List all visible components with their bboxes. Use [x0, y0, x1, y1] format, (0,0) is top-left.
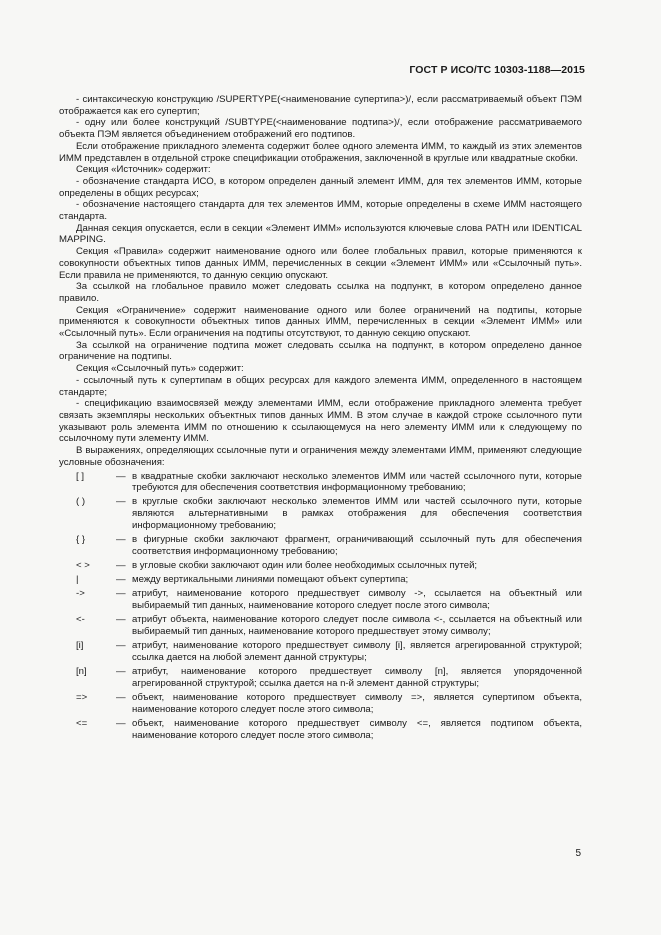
notation-dash: —: [116, 588, 126, 600]
paragraph: - ссылочный путь к супертипам в общих ресурсах для каждого элемента ИММ, определенного в настоящем стандарте;: [59, 374, 582, 398]
notation-text: атрибут, наименование которого предшествует символу ->, ссылается на объектный или выбираемый тип данных, наименование которого следует после этого символа;: [132, 588, 582, 612]
notation-text: атрибут, наименование которого предшествует символу [i], является агрегированной структурой; ссылка дается на любой элемент данной структуры;: [132, 640, 582, 663]
notation-item: [59, 718, 582, 741]
notation-dash: —: [116, 666, 126, 678]
document-header: ГОСТ Р ИСО/ТС 10303-1188—2015: [409, 64, 585, 76]
notation-text: в фигурные скобки заключают фрагмент, ограничивающий ссылочный путь для обеспечения соответствия информационному требованию;: [132, 534, 582, 557]
notation-dash: —: [116, 640, 126, 652]
notation-dash: —: [116, 717, 126, 729]
paragraph: В выражениях, определяющих ссылочные пути и ограничения между элементами ИММ, применяют следующие условные обозначения:: [59, 445, 582, 468]
notation-text: между вертикальными линиями помещают объект супертипа;: [132, 574, 409, 586]
notation-dash: —: [116, 559, 126, 571]
notation-list: [59, 471, 582, 742]
document-body: [59, 94, 582, 744]
notation-item: [59, 560, 582, 572]
paragraph: Данная секция опускается, если в секции «Элемент ИММ» используются ключевые слова PATH или IDENTICAL MAPPING.: [59, 222, 582, 246]
notation-item: [59, 588, 582, 611]
notation-dash: —: [116, 496, 126, 508]
notation-symbol: [n]: [76, 666, 87, 678]
paragraph: - обозначение настоящего стандарта для тех элементов ИММ, которые определены в схеме ИММ настоящего стандарта.: [59, 199, 582, 223]
notation-text: объект, наименование которого предшествует символу <=, является подтипом объекта, наименование которого следует после этого символа;: [132, 717, 582, 741]
notation-dash: —: [116, 691, 126, 703]
notation-text: объект, наименование которого предшествует символу =>, является супертипом объекта, наименование которого следует после этого символа;: [132, 691, 582, 715]
paragraph: Если отображение прикладного элемента содержит более одного элемента ИММ, то каждый из этих элементов ИММ представлен в отдельной строке спецификации отображения, заключенной в круглые или квадратные скобки.: [59, 140, 582, 164]
notation-text: атрибут, наименование которого предшествует символу [n], является упорядоченной агрегированной структурой; ссылка дается на n-й элемент данной структуры;: [132, 666, 582, 689]
paragraph: - обозначение стандарта ИСО, в котором определен данный элемент ИММ, для тех элементов ИММ, которые определены в общих ресурсах;: [59, 175, 582, 199]
notation-text: в круглые скобки заключают несколько элементов ИММ или частей ссылочного пути, которые являются альтернативными в рамках отображения для обеспечения соответствия информационному требованию;: [132, 496, 582, 531]
notation-symbol: [i]: [76, 640, 84, 652]
notation-item: [59, 614, 582, 637]
notation-dash: —: [116, 470, 126, 482]
notation-item: [59, 640, 582, 663]
notation-symbol: < >: [76, 559, 90, 571]
notation-item: [59, 534, 582, 557]
notation-symbol: ->: [76, 588, 85, 600]
paragraph: Секция «Ссылочный путь» содержит:: [76, 363, 244, 375]
notation-item: [59, 496, 582, 531]
notation-text: атрибут объекта, наименование которого следует после символа <-, ссылается на объектный или выбираемый тип данных, наименование которого предшествует этому символу;: [132, 614, 582, 637]
notation-item: [59, 574, 582, 586]
notation-item: [59, 692, 582, 715]
paragraph: За ссылкой на ограничение подтипа может следовать ссылка на подпункт, в котором определено данное ограничение на подтипы.: [59, 339, 582, 363]
page-number: 5: [575, 848, 581, 859]
paragraph: - одну или более конструкций /SUBTYPE(<наименование подтипа>)/, если отображение рассматриваемого объекта ПЭМ является объединением отображений его подтипов.: [59, 117, 582, 141]
notation-symbol: <=: [76, 717, 88, 729]
paragraph: Секция «Правила» содержит наименование одного или более глобальных правил, которые применяются к совокупности объектных типов данных ИММ, перечисленных в секции «Элемент ИММ» или «Ссылочный путь». Если правила не применяются, то данную секцию опускают.: [59, 246, 582, 281]
notation-symbol: =>: [76, 691, 88, 703]
notation-dash: —: [116, 614, 126, 626]
paragraph: Секция «Ограничение» содержит наименование одного или более ограничений на подтипы, которые применяются к совокупности объектных типов данных ИММ, перечисленных в секции «Элемент ИММ» или «Ссылочный путь». Если ограничения на подтипы отсутствуют, то данную секцию опускают.: [59, 304, 582, 340]
notation-symbol: [ ]: [76, 470, 84, 482]
paragraph: За ссылкой на глобальное правило может следовать ссылка на подпункт, в котором определено данное правило.: [59, 281, 582, 304]
notation-dash: —: [116, 534, 126, 546]
notation-text: в квадратные скобки заключают несколько элементов ИММ или частей ссылочного пути, которые требуются для обеспечения соответствия информационному требованию;: [132, 470, 582, 494]
notation-symbol: ( ): [76, 496, 86, 508]
notation-item: [59, 666, 582, 689]
paragraph: Секция «Источник» содержит:: [76, 164, 211, 176]
notation-text: в угловые скобки заключают один или более необходимых ссылочных путей;: [132, 559, 478, 571]
notation-symbol: <-: [76, 614, 85, 626]
notation-item: [59, 471, 582, 494]
notation-symbol: |: [76, 574, 79, 586]
notation-symbol: { }: [76, 534, 86, 546]
notation-dash: —: [116, 574, 126, 586]
paragraph: - спецификацию взаимосвязей между элементами ИММ, если отображение прикладного элемента требует связать экземпляры нескольких объектных типов данных ИММ. В этом случае в каждой строке ссылочного пути указывают роль элемента ИММ по отношению к ссылающемуся на него элементу ИММ или к следующему по ссылочному пути элементу ИММ.: [59, 398, 582, 445]
paragraph: - синтаксическую конструкцию /SUPERTYPE(<наименование супертипа>)/, если рассматриваемый объект ПЭМ отображается как его супертип;: [59, 94, 582, 117]
